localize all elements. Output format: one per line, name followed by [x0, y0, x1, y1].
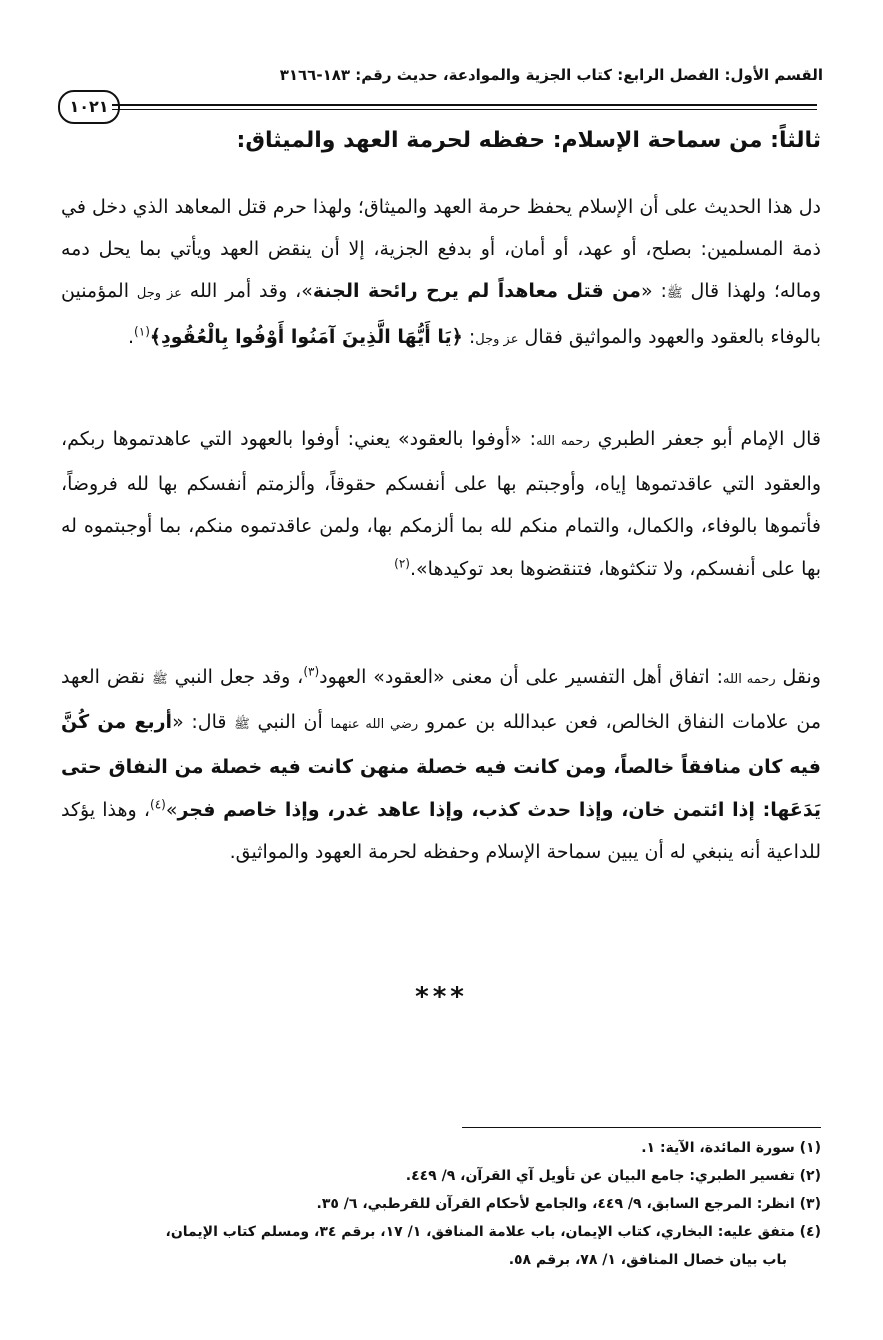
p3-text-7: » [165, 798, 178, 821]
p2-text-1: قال الإمام أبو جعفر الطبري [589, 428, 822, 450]
p2-text-2: : «أوفوا بالعقود» يعني: أوفوا بالعهود التي عاهدتموها ربكم، والعقود التي عاقدتموها إياه، وأوجبتم بها على أنفسكم حقوقاً، وألزمتم أنفسكم بها لله فروضاً، فأتموها بالوفاء، والكمال، والتمام منكم لله بما ألزمكم بها، ولمن عاقدتموه منكم، بما أوجبتموه له بها على أنفسكم، ولا تنكثوها، فتنقضوها بعد توكيدها». [61, 428, 821, 580]
p1-text-4: المؤمنين بالوفاء بالعقود والعهود والمواثيق فقال [61, 280, 821, 348]
p1-text-6: . [128, 325, 135, 348]
section-separator: *** [415, 982, 468, 1012]
p1-text-5: : [462, 325, 476, 348]
footnote-number: (٢) [799, 1168, 821, 1184]
section-title: ثالثاً: من سماحة الإسلام: حفظه لحرمة العهد والميثاق: [236, 128, 821, 153]
p3-text-5: أن النبي [249, 711, 331, 734]
footnote [61, 1162, 821, 1190]
footnote-number: (٤) [799, 1224, 821, 1240]
honorific-rahimahullah-2: رحمه الله [722, 672, 776, 687]
footnote-ref-4: (٤) [150, 797, 166, 812]
p1-text-2: : « [640, 280, 667, 303]
footnote-text: سورة المائدة، الآية: ١. [641, 1140, 795, 1156]
honorific-radiallahu: رضي الله عنهما [330, 717, 419, 733]
footnote-rule [462, 1127, 821, 1128]
footnote-ref-1: (١) [134, 324, 150, 339]
p3-text-2: : اتفاق أهل التفسير على أن معنى «العقود» العهود [319, 666, 723, 688]
p3-text-4: نقض العهد من علامات النفاق الخالص، فعن عبدالله بن عمرو [61, 666, 821, 734]
footnote-text: تفسير الطبري: جامع البيان عن تأويل آي القرآن، ٩/ ٤٤٩. [405, 1168, 795, 1184]
paragraph-2 [61, 418, 821, 590]
header-rule [112, 104, 817, 106]
footnote [61, 1134, 821, 1162]
honorific-azza-wajal: عز وجل [136, 286, 182, 302]
footnote-text: انظر: المرجع السابق، ٩/ ٤٤٩، والجامع لأحكام القرآن للقرطبي، ٦/ ٣٥. [316, 1196, 795, 1212]
footnote-ref-3: (٣) [303, 664, 320, 679]
honorific-rahimahullah: رحمه الله [536, 434, 590, 449]
p1-text-1: دل هذا الحديث على أن الإسلام يحفظ حرمة العهد والميثاق؛ ولهذا حرم قتل المعاهد الذي دخل في ذمة المسلمين: بصلح، أو عهد، أو أمان، أو بدفع الجزية، إلا أن ينقض العهد ويأتي بما يحل دمه وماله؛ ولهذا قال [61, 196, 821, 303]
p3-text-1: ونقل [775, 666, 821, 688]
hadith-quote-1: من قتل معاهداً لم يرح رائحة الجنة [312, 280, 641, 303]
p3-text-8: ، وهذا يؤكد للداعية أنه ينبغي له أن يبين سماحة الإسلام وحفظه لحرمة العهود والمواثيق. [61, 798, 821, 863]
footnote [61, 1218, 821, 1246]
footnotes [61, 1134, 821, 1274]
honorific-azza-wajal-2: عز وجل [475, 331, 519, 347]
footnote-number: (٣) [799, 1196, 821, 1212]
p3-text-6: قال: « [172, 711, 235, 734]
footnote [61, 1190, 821, 1218]
p1-text-3: »، وقد أمر الله [181, 280, 313, 303]
hadith-quote-2: أربع من كُنَّ فيه كان منافقاً خالصاً، ومن كانت فيه خصلة منهن كانت فيه خصلة من النفاق حتى يَدَعَها: إذا ائتمن خان، وإذا حدث كذب، وإذا عاهد غدر، وإذا خاصم فجر [61, 711, 821, 821]
footnote-text: متفق عليه: البخاري، كتاب الإيمان، باب علامة المنافق، ١/ ١٧، برقم ٣٤، ومسلم كتاب الإيمان، [165, 1224, 795, 1240]
paragraph-1 [61, 186, 821, 361]
quran-verse: ﴿يَا أَيُّهَا الَّذِينَ آمَنُوا أَوْفُوا بِالْعُقُودِ﴾ [149, 325, 463, 348]
honorific-salutation: ﷺ [666, 286, 683, 302]
header-rule-thin [112, 109, 817, 110]
honorific-salutation-2: ﷺ [151, 672, 168, 687]
p3-text-3: ، وقد جعل النبي [167, 666, 304, 688]
footnote-number: (١) [799, 1140, 821, 1156]
footnote-ref-2: (٢) [394, 556, 410, 571]
footnote-continuation: باب بيان خصال المنافق، ١/ ٧٨، برقم ٥٨. [508, 1252, 787, 1268]
running-head: القسم الأول: الفصل الرابع: كتاب الجزية والموادعة، حديث رقم: ١٨٣-٣١٦٦ [279, 66, 823, 84]
page-number: ١٠٢١ [58, 90, 120, 124]
paragraph-3 [61, 656, 821, 873]
honorific-salutation-3: ﷺ [234, 717, 250, 733]
